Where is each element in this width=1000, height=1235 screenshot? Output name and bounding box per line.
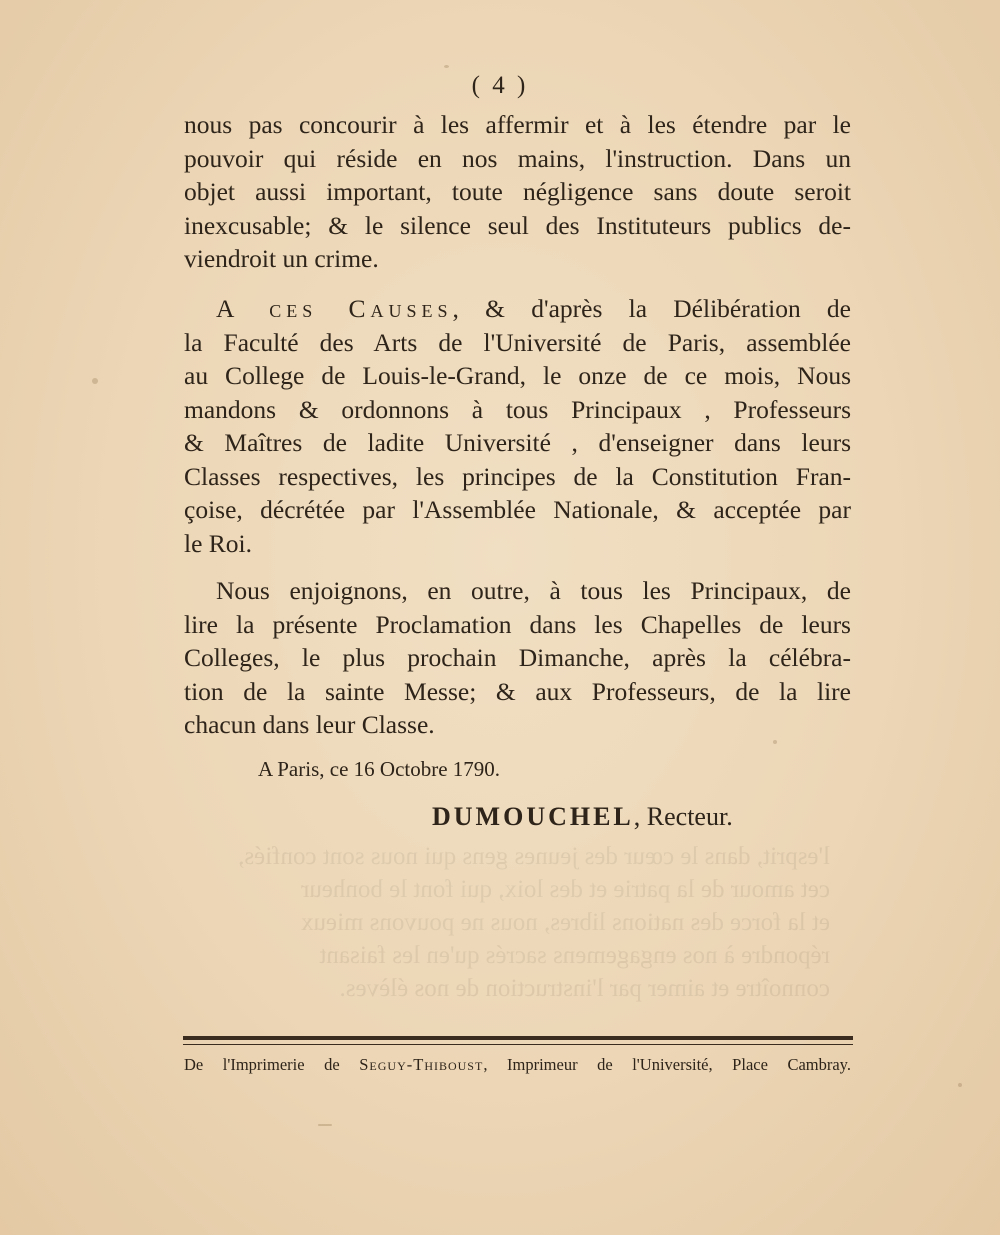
text-line: Classes respectives, les principes de la Constitution Fran- bbox=[184, 461, 851, 491]
text-line bbox=[184, 292, 851, 326]
text-line: au College de Louis-le-Grand, le onze de ce mois, Nous bbox=[184, 361, 851, 390]
signature-title: , Recteur. bbox=[633, 802, 733, 831]
show-through-text: l'esprit, dans le cœur des jeunes gens qui nous sont confiés, cet amour de la patrie et des loix, qui font le bonheur et la force des nations libres, nous ne pouvons mieux répondre à nos engagemens sacrés qu'en les faisant connoître et aimer par l'instruction de nos élèves. bbox=[238, 843, 830, 1002]
text-line: Colleges, le plus prochain Dimanche, après la célébra- bbox=[184, 643, 851, 672]
ink-spot bbox=[92, 378, 98, 384]
text-line: & Maîtres de ladite Université , d'enseigner dans leurs bbox=[184, 428, 851, 457]
printer-name: Seguy-Thiboust bbox=[359, 1055, 484, 1074]
paragraph-3 bbox=[184, 574, 851, 742]
text-line: nous pas concourir à les affermir et à les étendre par le bbox=[184, 110, 851, 139]
rule-thin bbox=[183, 1044, 853, 1045]
text-line: Nous enjoignons, en outre, à tous les Principaux, de bbox=[216, 576, 851, 605]
text-line: pouvoir qui réside en nos mains, l'instruction. Dans un bbox=[184, 143, 851, 173]
text-line: objet aussi important, toute négligence sans doute seroit bbox=[184, 177, 851, 206]
text-line: çoise, décrétée par l'Assemblée Nationale, & acceptée par bbox=[184, 495, 851, 524]
paragraph-1 bbox=[184, 108, 851, 276]
ink-spot bbox=[958, 1083, 962, 1087]
text-line: chacun dans leur Classe. bbox=[184, 710, 435, 739]
printer-imprint bbox=[184, 1055, 851, 1075]
ink-spot bbox=[318, 1124, 332, 1126]
text-line: la Faculté des Arts de l'Université de Paris, assemblée bbox=[184, 327, 851, 357]
signature bbox=[432, 802, 733, 832]
paragraph-2 bbox=[184, 292, 851, 560]
signature-name: DUMOUCHEL bbox=[432, 802, 634, 831]
rule-thick bbox=[183, 1036, 853, 1040]
text-line: inexcusable; & le silence seul des Instituteurs publics de- bbox=[184, 210, 851, 240]
text-line: lire la présente Proclamation dans les Chapelles de leurs bbox=[184, 609, 851, 639]
imprint-suffix: , Imprimeur de l'Université, Place Cambray. bbox=[483, 1055, 851, 1074]
lead-line-rest: , & d'après la Délibération de bbox=[452, 294, 852, 323]
text-line: tion de la sainte Messe; & aux Professeurs, de la lire bbox=[184, 676, 851, 706]
text-line: viendroit un crime. bbox=[184, 244, 379, 273]
text-line: le Roi. bbox=[184, 528, 252, 558]
lead-words: A ces Causes bbox=[216, 294, 453, 323]
imprint-prefix: De l'Imprimerie de bbox=[184, 1055, 360, 1074]
date-line: A Paris, ce 16 Octobre 1790. bbox=[258, 757, 501, 781]
text-line: mandons & ordonnons à tous Principaux , Professeurs bbox=[184, 394, 851, 424]
page-number: ( 4 ) bbox=[471, 72, 529, 99]
ink-spot bbox=[444, 65, 449, 68]
